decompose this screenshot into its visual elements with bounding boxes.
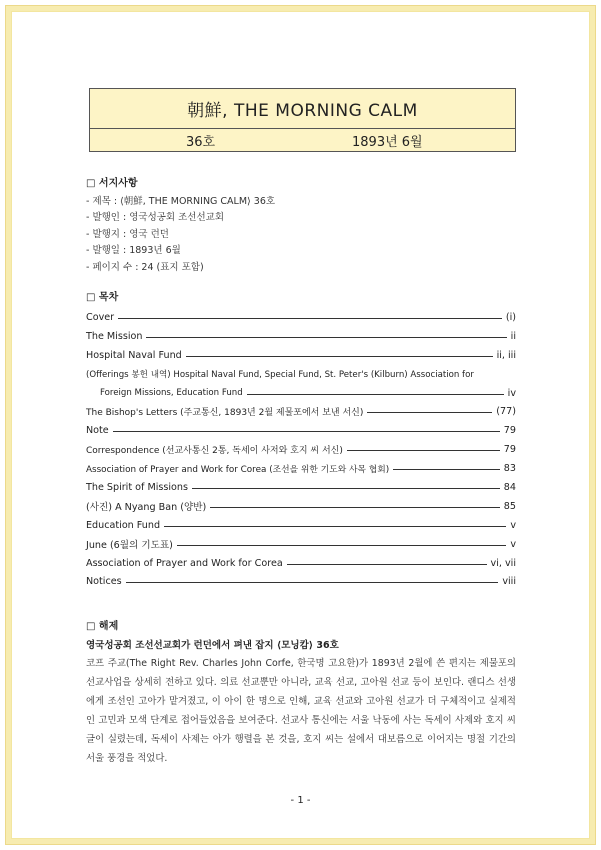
bibliography-heading: □ 서지사항 <box>86 178 138 189</box>
leader-line <box>210 507 500 508</box>
issue-date: 1893년 6월 <box>352 135 423 150</box>
bibliography-line: - 발행지 : 영국 런던 <box>86 228 169 240</box>
document-title: 朝鮮, THE MORNING CALM <box>90 89 515 129</box>
toc-title: The Mission <box>86 330 143 342</box>
toc-page: ii, iii <box>496 349 516 361</box>
leader-line <box>347 450 500 451</box>
toc-heading: □ 목차 <box>86 292 119 304</box>
leader-line <box>113 431 500 432</box>
toc-row <box>86 440 516 459</box>
toc-page: 84 <box>503 481 516 493</box>
toc-row <box>86 402 516 421</box>
leader-line <box>247 394 504 395</box>
toc-row <box>86 308 516 327</box>
content <box>86 174 516 769</box>
leader-line <box>186 356 493 357</box>
toc-title: June (6월의 기도표) <box>86 540 173 552</box>
bibliography-line: - 페이지 수 : 24 (표지 포함) <box>86 261 204 273</box>
commentary-title: 영국성공회 조선선교회가 런던에서 펴낸 잡지 ⟨모닝캄⟩ 36호 <box>86 640 339 652</box>
leader-line <box>146 337 506 338</box>
toc-page: (77) <box>496 406 516 418</box>
toc-title: Association of Prayer and Work for Corea <box>86 557 283 569</box>
toc-row <box>86 346 516 365</box>
toc-row <box>86 516 516 535</box>
toc-page: 83 <box>503 463 516 475</box>
toc-page: 79 <box>503 425 516 437</box>
toc-row <box>86 421 516 440</box>
issue-number: 36호 <box>186 135 216 150</box>
toc-page: vi, vii <box>490 557 516 569</box>
leader-line <box>118 318 502 319</box>
toc-row <box>86 554 516 573</box>
toc-title: Note <box>86 425 109 437</box>
table-of-contents <box>86 308 516 591</box>
toc-page: 85 <box>503 500 516 512</box>
toc-page: (i) <box>505 311 516 323</box>
leader-line <box>126 582 499 583</box>
leader-line <box>393 469 500 470</box>
toc-title: Association of Prayer and Work for Corea (조선을 위한 기도와 사목 협회) <box>86 465 390 476</box>
title-box <box>89 88 516 152</box>
toc-title: (Offerings 봉헌 내역) Hospital Naval Fund, Special Fund, St. Peter's (Kilburn) Association for <box>86 370 474 381</box>
toc-row <box>86 573 516 592</box>
toc-title: Correspondence (선교사통신 2통, 독세이 사저와 호지 씨 서신) <box>86 446 343 457</box>
toc-page: v <box>510 519 516 531</box>
toc-title: The Spirit of Missions <box>86 481 189 493</box>
commentary-body: 코프 주교(The Right Rev. Charles John Corfe, 한국명 고요한)가 1893년 2월에 쓴 편지는 제물포의 선교사업을 상세히 전하고 있다. 의료 선교뿐만 아니라, 교육 선교, 고아원 선교 등이 보인다. 랜디스 선생에게 조선인 고아가 맡겨졌고, 이 아이 한 명으로 인해, 교육 선교와 고아원 선교가 더 구체적이고 실제적인 고민과 모색 단계로 접어들었음을 보여준다. 선교사 통신에는 서울 낙동에 사는 독세이 사제와 호지 씨 글이 실렸는데, 독세이 사제는 아가 행렬을 본 것을, 호지 씨는 설에서 대보름으로 이어지는 명절 기간의 서울 풍경을 적었다. <box>86 658 516 764</box>
toc-row <box>86 365 516 384</box>
toc-page: viii <box>502 576 516 588</box>
toc-row <box>86 497 516 516</box>
toc-row <box>86 459 516 478</box>
toc-page: 79 <box>503 444 516 456</box>
toc-page: ii <box>510 330 516 342</box>
toc-title: Cover <box>86 311 115 323</box>
toc-row <box>86 535 516 554</box>
title-subline <box>90 129 515 152</box>
toc-title: Education Fund <box>86 519 161 531</box>
toc-title: Notices <box>86 576 122 588</box>
bibliography-line: - 발행일 : 1893년 6월 <box>86 245 181 257</box>
page-number: - 1 - <box>290 795 311 806</box>
bibliography-line: - 발행인 : 영국성공회 조선선교회 <box>86 212 225 224</box>
toc-row <box>86 384 516 403</box>
toc-page: v <box>510 538 516 550</box>
toc-title: Hospital Naval Fund <box>86 349 182 361</box>
toc-row <box>86 327 516 346</box>
commentary-heading: □ 해제 <box>86 621 119 633</box>
bibliography-list <box>86 194 516 276</box>
toc-title: The Bishop's Letters (주교통신, 1893년 2월 제물포에서 보낸 서신) <box>86 408 364 419</box>
bibliography-line: - 제목 : ⟨朝鮮, THE MORNING CALM⟩ 36호 <box>86 196 276 207</box>
toc-title: (사진) A Nyang Ban (양반) <box>86 502 207 514</box>
toc-title: Foreign Missions, Education Fund <box>100 388 243 399</box>
leader-line <box>367 412 492 413</box>
leader-line <box>164 526 506 527</box>
leader-line <box>177 545 506 546</box>
toc-row <box>86 478 516 497</box>
toc-page: iv <box>507 387 516 399</box>
leader-line <box>287 564 487 565</box>
leader-line <box>192 488 500 489</box>
